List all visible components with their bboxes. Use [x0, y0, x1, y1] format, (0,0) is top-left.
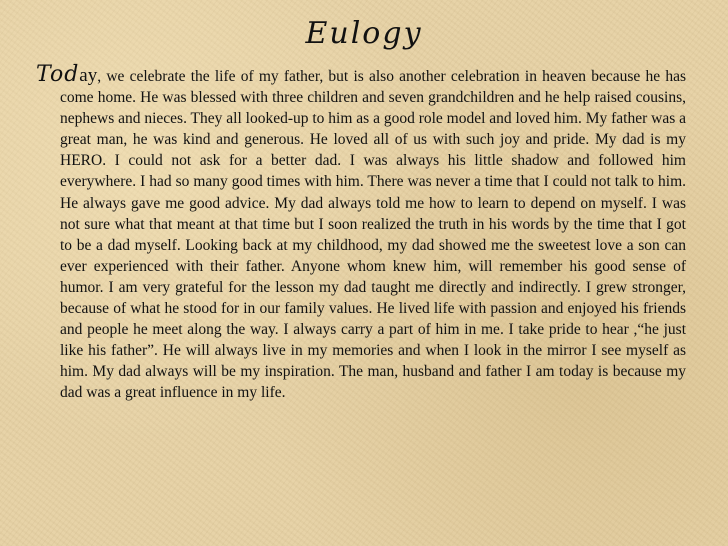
eulogy-body: [36, 64, 686, 404]
eulogy-text: , we celebrate the life of my father, but is also another celebration in heaven because he has come home. He was blessed with three children and seven grandchildren and he help raised cousins, nephews and nieces. They all looked-up to him as a good role model and loved him. My father was a great man, he was kind and generous. He loved all of us with such joy and pride. My dad is my HERO. I could not ask for a better dad. I was always his little shadow and followed him everywhere. I had so many good times with him. There was never a time that I could not talk to him. He always gave me good advice. My dad always told me how to learn to depend on myself. I was not sure what that meant at that time but I soon realized the truth in his words by the time that I got to be a dad myself. Looking back at my childhood, my dad showed me the sweetest love a son can ever experienced with their father. Anyone whom knew him, will remember his good sense of humor. I am very grateful for the lesson my dad taught me directly and indirectly. I grew stronger, because of what he stood for in our family values. He lived life with passion and enjoyed his friends and people he meet along the way. I always carry a part of him in me. I take pride to hear ,“he just like his father”. He will always live in my memories and when I look in the mirror I see myself as him. My dad always will be my inspiration. The man, husband and father I am today is because my dad was a great influence in my life.: [60, 68, 687, 402]
lead-word-italic: Tod: [36, 62, 80, 87]
lead-word-rest: ay: [79, 65, 98, 86]
slide-title: Eulogy: [305, 16, 423, 51]
eulogy-paragraph: [36, 64, 686, 404]
